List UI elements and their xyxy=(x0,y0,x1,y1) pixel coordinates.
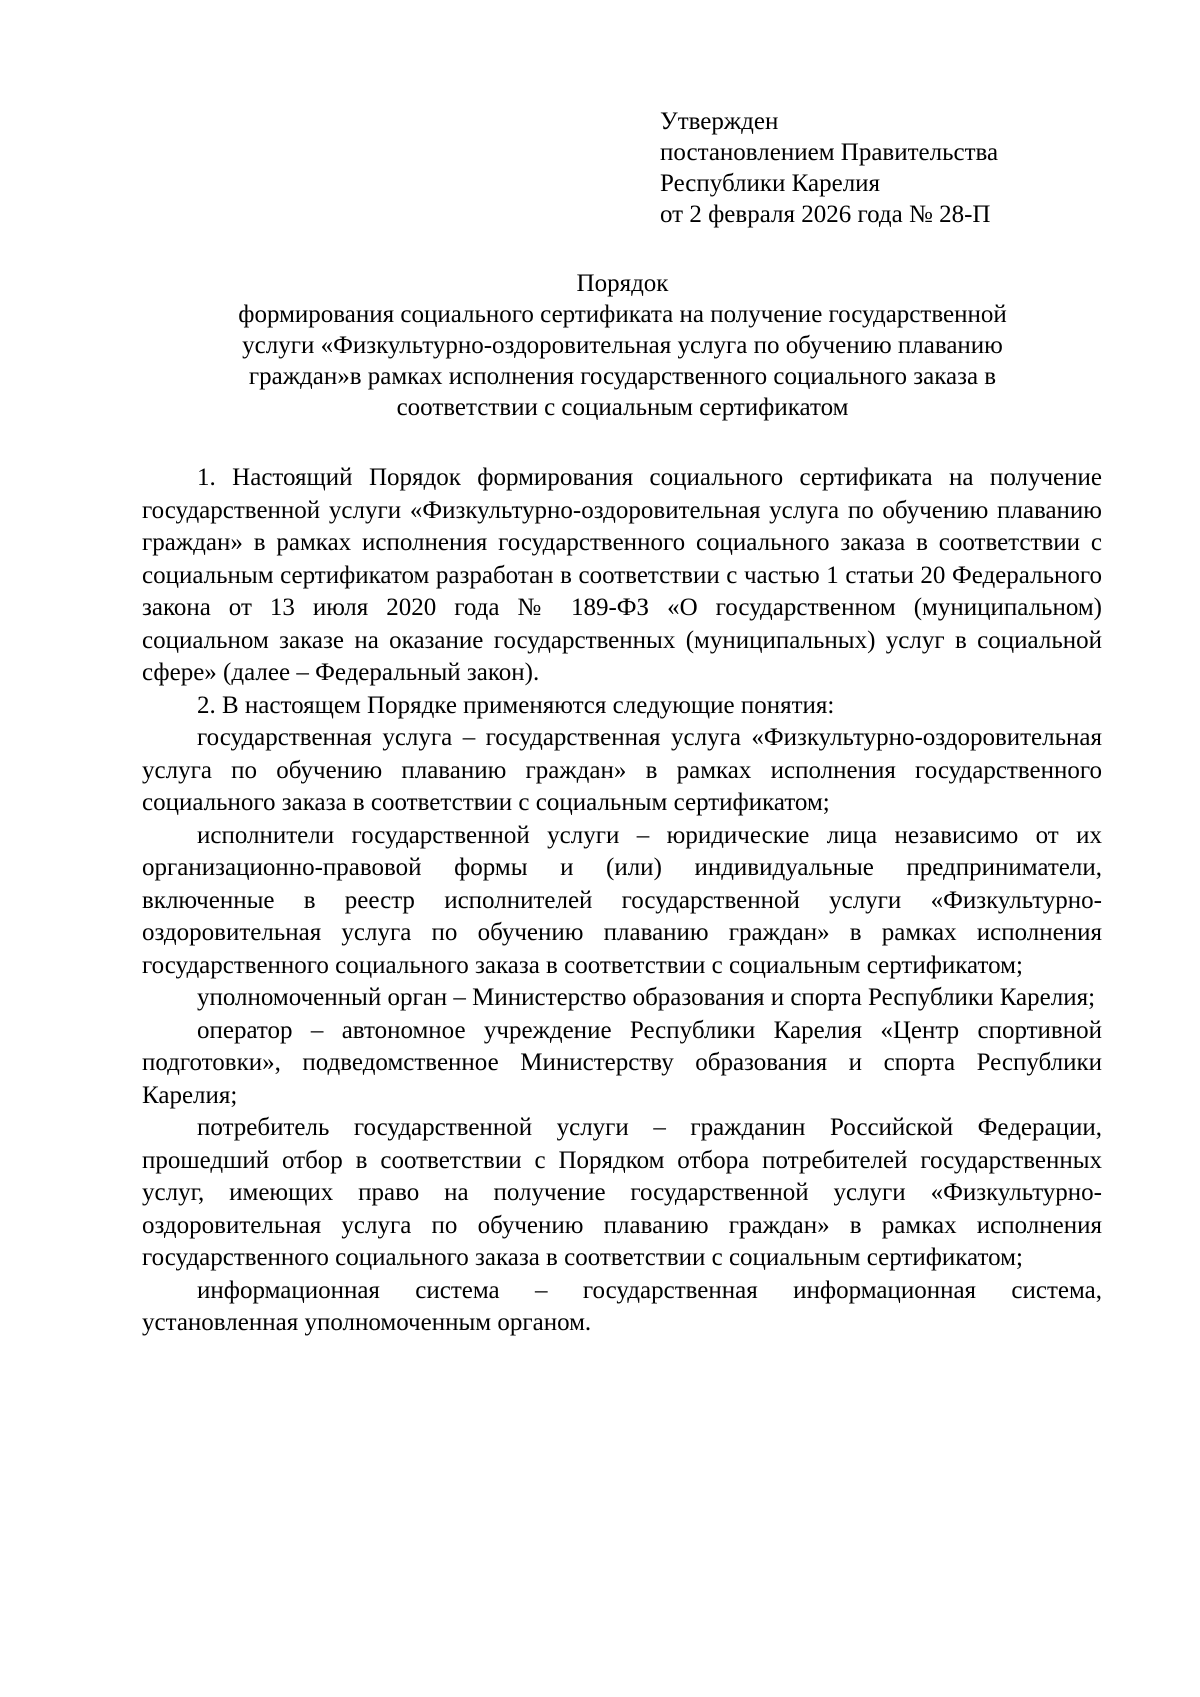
definition-information-system: информационная система – государственная информационная система, установленная уполномоченным органом. xyxy=(142,1276,1102,1336)
approval-line: постановлением Правительства xyxy=(660,139,999,166)
title-line: формирования социального сертификата на получение государственной xyxy=(238,301,1007,328)
definition-consumer: потребитель государственной услуги – гражданин Российской Федерации, прошедший отбор в соответствии с Порядком отбора потребителей государственных услуг, имеющих право на получение государственной услуги «Физкультурно-оздоровительная услуга по обучению плаванию граждан» в рамках исполнения государственного социального заказа в соответствии с социальным сертификатом; xyxy=(142,1114,1102,1271)
paragraph-2: 2. В настоящем Порядке применяются следующие понятия: xyxy=(197,691,835,719)
document-title xyxy=(140,268,1105,423)
document-body xyxy=(142,462,1102,1340)
title-line: услуги «Физкультурно-оздоровительная услуга по обучению плаванию xyxy=(242,332,1003,359)
approval-line: Утвержден xyxy=(660,108,779,135)
title-heading: Порядок xyxy=(576,270,669,297)
approval-block xyxy=(660,106,1130,230)
title-line: граждан»в рамках исполнения государственного социального заказа в xyxy=(248,363,997,390)
definition-executors: исполнители государственной услуги – юридические лица независимо от их организационно-правовой формы и (или) индивидуальные предприниматели, включенные в реестр исполнителей государственной услуги «Физкультурно-оздоровительная услуга по обучению плаванию граждан» в рамках исполнения государственного социального заказа в соответствии с социальным сертификатом; xyxy=(142,821,1102,979)
title-line: соответствии с социальным сертификатом xyxy=(396,394,849,421)
paragraph-1: 1. Настоящий Порядок формирования социального сертификата на получение государственной услуги «Физкультурно-оздоровительная услуга по обучению плаванию граждан» в рамках исполнения государственного социального заказа в соответствии с социальным сертификатом разработан в соответствии с частью 1 статьи 20 Федерального закона от 13 июля 2020 года № 189-ФЗ «О государственном (муниципальном) социальном заказе на оказание государственных (муниципальных) услуг в социальной сфере» (далее – Федеральный закон). xyxy=(142,464,1102,686)
approval-line: Республики Карелия xyxy=(660,170,881,197)
definition-authorized-body: уполномоченный орган – Министерство образования и спорта Республики Карелия; xyxy=(197,984,1096,1011)
approval-line: от 2 февраля 2026 года № 28-П xyxy=(660,201,991,228)
definition-operator: оператор – автономное учреждение Республики Карелия «Центр спортивной подготовки», подведомственное Министерству образования и спорта Республики Карелия; xyxy=(142,1016,1102,1109)
definition-state-service: государственная услуга – государственная услуга «Физкультурно-оздоровительная услуга по обучению плаванию граждан» в рамках исполнения государственного социального заказа в соответствии с социальным сертификатом; xyxy=(142,724,1102,816)
